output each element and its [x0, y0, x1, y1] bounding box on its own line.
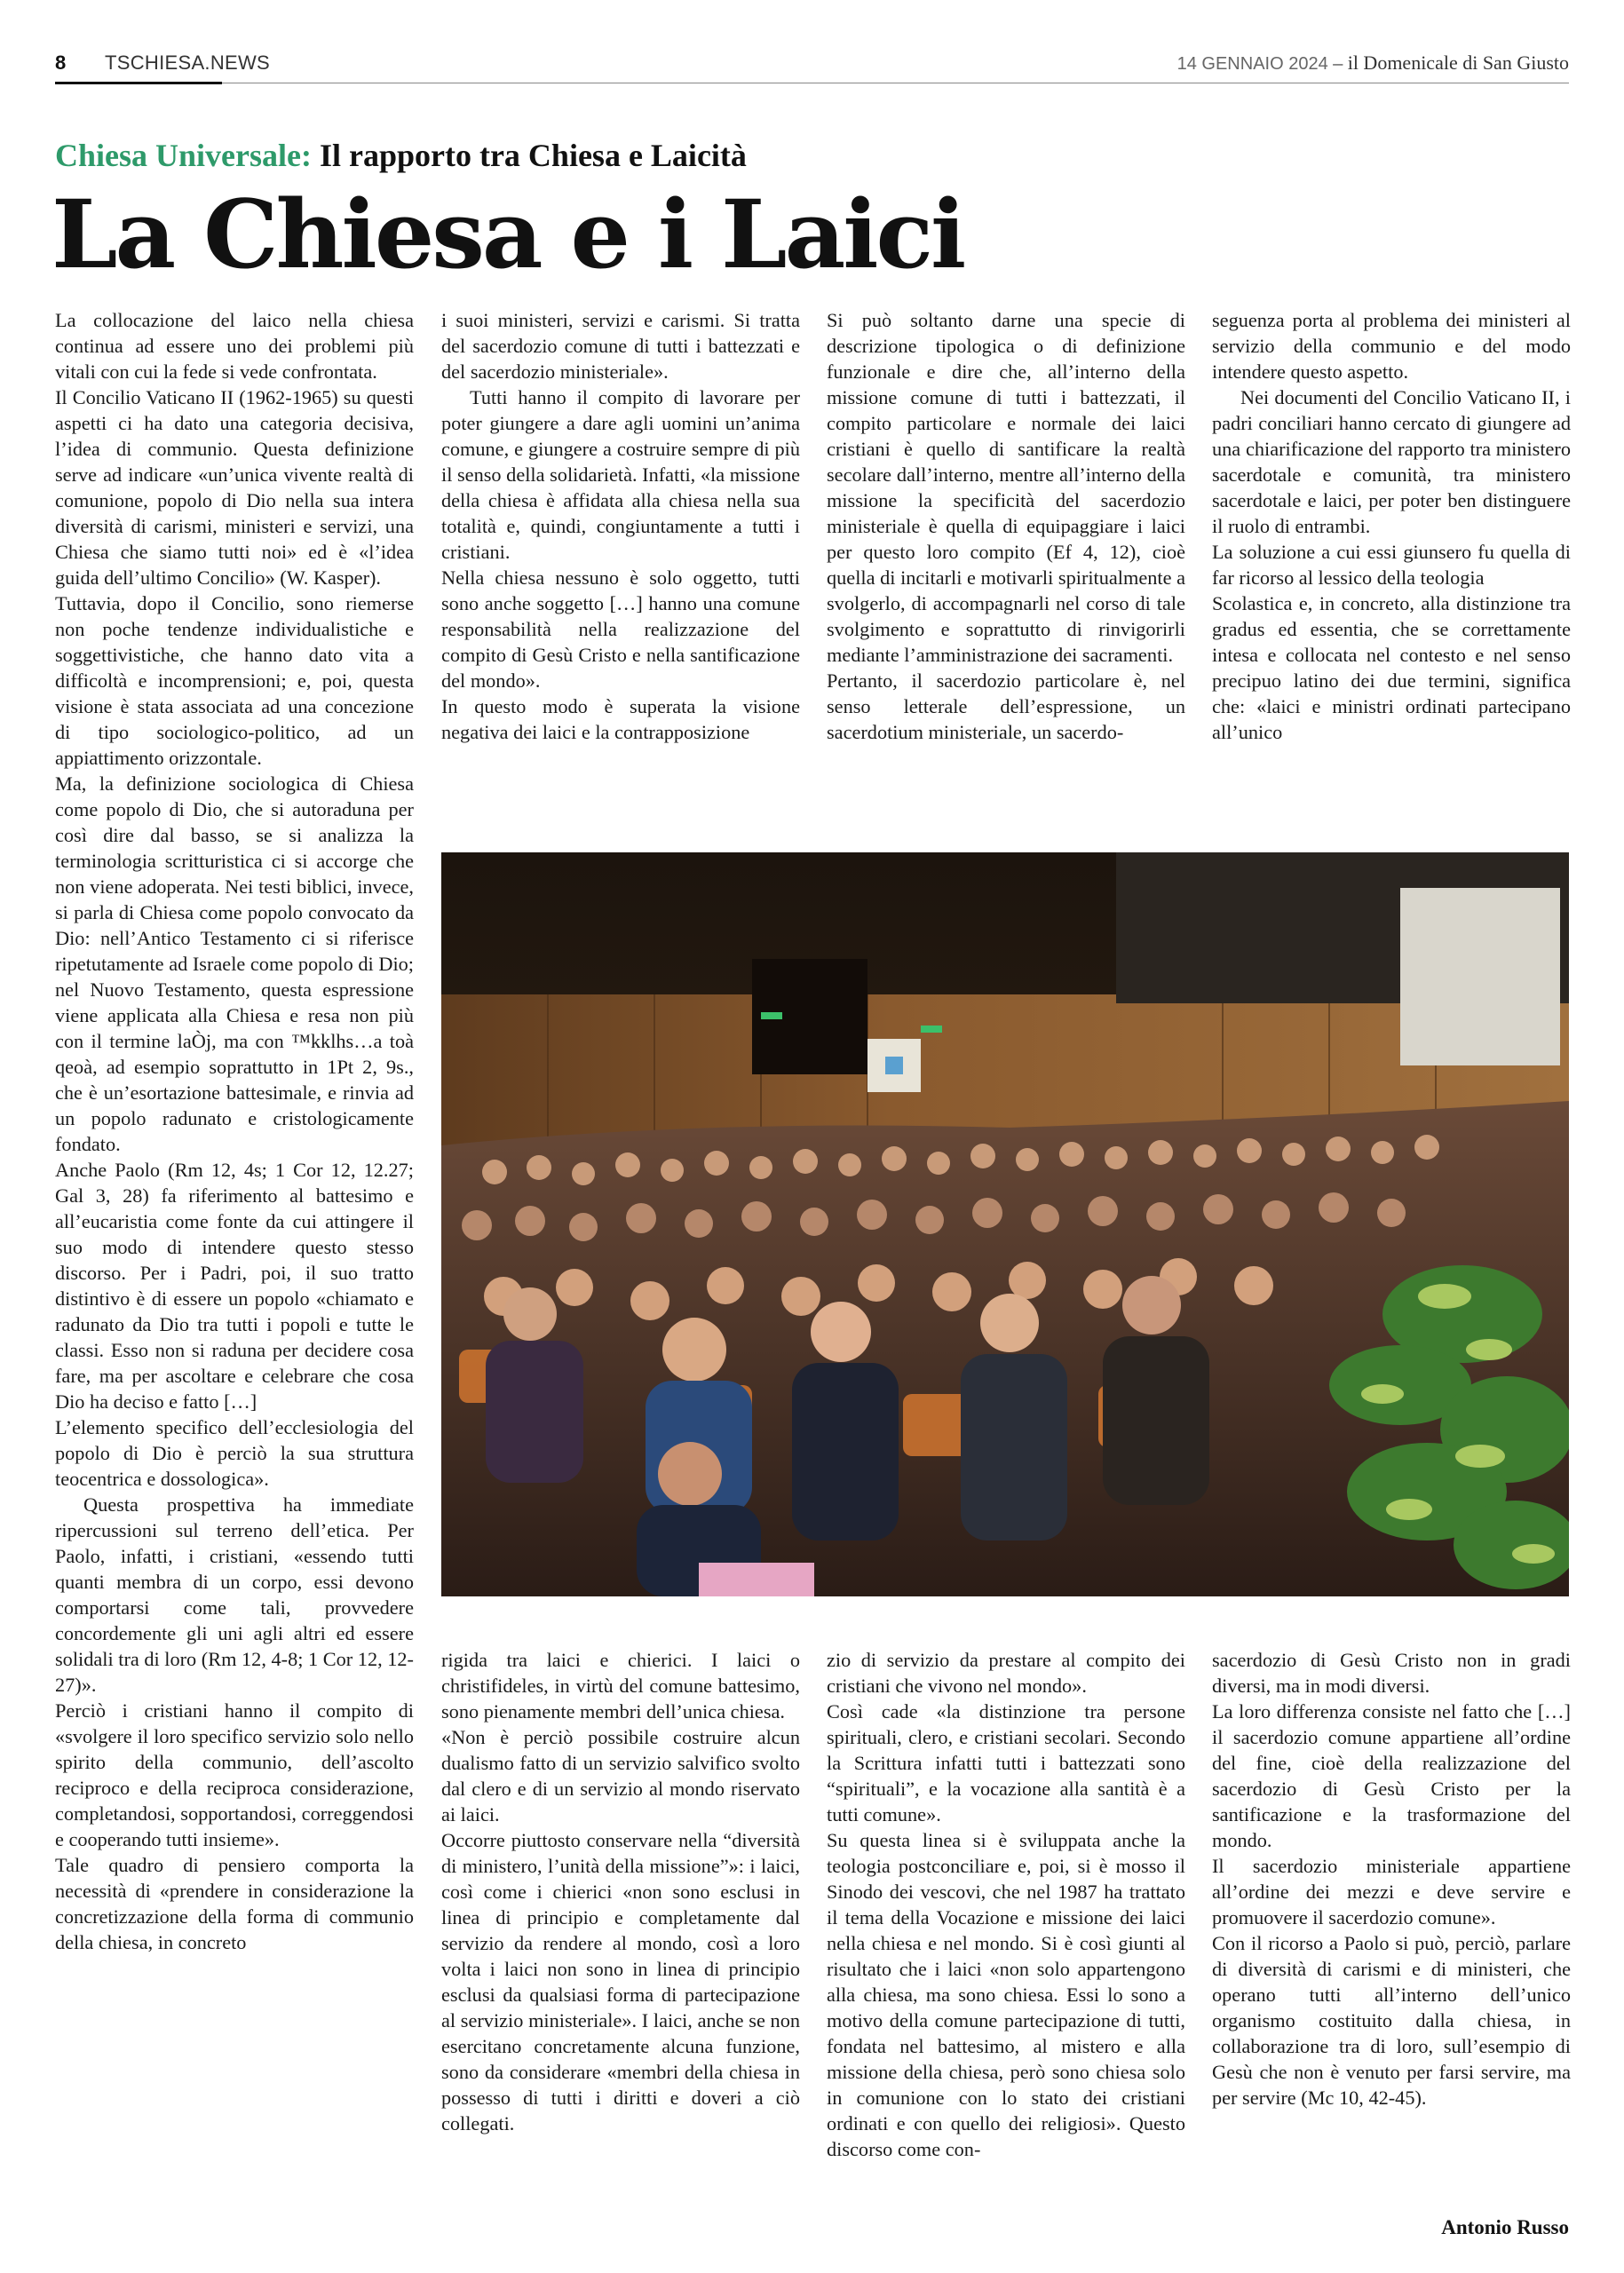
paragraph: La collocazione del laico nella chiesa continua ad essere uno dei problemi più vitali con cui la fede si vede confrontata. — [55, 309, 414, 383]
paragraph: «Non è perciò possibile costruire alcun dualismo fatto di un servizio salvifico svolto dal clero e di un servizio al mondo riservato ai laici. — [441, 1726, 800, 1826]
paragraph: Si può soltanto darne una specie di descrizione tipologica o di definizione funzionale e dire che, all’interno della missione comune di tutti i battezzati, il compito particolare e normale dei laici cristiani è quello di santificare la realtà secolare dall’interno, mentre all’interno della missione la specificità del sacerdozio ministeriale è quella di equipaggiare i laici per questo loro compito (Ef 4, 12), cioè quella di incitarli e motivarli spiritualmente a svolgerlo, di accompagnarli nel corso di tale svolgimento e soprattutto di rinvigorirli mediante l’amministrazione dei sacramenti. — [827, 309, 1185, 666]
column-1 — [55, 307, 414, 1955]
paragraph: Tutti hanno il compito di lavorare per poter giungere a dare agli uomini un’anima comune, e giungere a costruire sempre di più il senso della solidarietà. Infatti, «la missione della chiesa è affidata alla chiesa nella sua totalità e, quindi, congiuntamente a tutti i cristiani. — [441, 386, 800, 563]
paragraph: Il sacerdozio ministeriale appartiene all’ordine dei mezzi e deve servire e promuovere il sacerdozio comune». — [1212, 1855, 1571, 1928]
audience-photo-image — [441, 852, 1569, 1596]
column-3-top — [827, 307, 1185, 745]
paragraph: sacerdozio di Gesù Cristo non in gradi diversi, ma in modi diversi. — [1212, 1649, 1571, 1697]
paragraph: seguenza porta al problema dei ministeri al servizio della communio e del modo intendere questo aspetto. — [1212, 309, 1571, 383]
page-header — [55, 46, 1569, 82]
column-2-top — [441, 307, 800, 745]
publication-name: il Domenicale di San Giusto — [1347, 51, 1569, 74]
paragraph: Scolastica e, in concreto, alla distinzione tra gradus ed essentia, che se correttamente intesa e collocata nel contesto e nel senso precipuo latino dei due termini, significa che: «laici e ministri ordinati partecipano all’unico — [1212, 592, 1571, 743]
paragraph: In questo modo è superata la visione negativa dei laici e la contrapposizione — [441, 695, 800, 743]
site-name: TSCHIESA.NEWS — [105, 51, 271, 74]
column-3-bottom — [827, 1647, 1185, 2162]
author-byline: Antonio Russo — [1441, 2216, 1569, 2238]
paragraph: La loro differenza consiste nel fatto che […] il sacerdozio comune appartiene all’ordine del fine, cioè della realizzazione del sacerdozio di Gesù Cristo per la santificazione e la trasformazione del mondo. — [1212, 1700, 1571, 1851]
paragraph: Occorre piuttosto conservare nella “diversità di ministero, l’unità della missione”»: i laici, così come i chierici «non sono esclusi in linea di principio e completamente dal servizio da rendere al mondo, così a loro volta i laici non sono in linea di principio esclusi da qualsiasi forma di partecipazione al servizio ministeriale». I laici, anche se non esercitano concretamente alcuna funzione, sono da considerare «membri della chiesa in possesso di tutti i diritti e doveri a ciò collegati. — [441, 1829, 800, 2134]
paragraph: rigida tra laici e chierici. I laici o christifideles, in virtù del comune battesimo, sono pienamente membri dell’unica chiesa. — [441, 1649, 800, 1723]
audience-photo — [441, 852, 1569, 1596]
paragraph: Con il ricorso a Paolo si può, perciò, parlare di diversità di carismi e di ministeri, che operano tutti all’interno dell’unico organismo costituito dalla chiesa, in collaborazione tra di loro, sull’esempio di Gesù che non è venuto per farsi servire, ma per servire (Mc 10, 42-45). — [1212, 1932, 1571, 2109]
paragraph: Su questa linea si è sviluppata anche la teologia postconciliare e, poi, si è mosso il Sinodo dei vescovi, che nel 1987 ha trattato il tema della Vocazione e missione dei laici nella chiesa e nel mondo. Si è così giunti al risultato che i laici «non solo appartengono alla chiesa, ma sono chiesa. Essi lo sono a motivo della comune partecipazione di tutti, fondata nel battesimo, al mistero e alla missione della chiesa, però sono chiesa solo in comunione con lo stato dei cristiani ordinati e con quello dei religiosi». Questo discorso come con- — [827, 1829, 1185, 2160]
issue-info — [1177, 51, 1569, 75]
kicker — [55, 137, 747, 174]
paragraph: Nei documenti del Concilio Vaticano II, i padri conciliari hanno cercato di giungere ad una chiarificazione del rapporto tra ministero sacerdotale e comunità, tra ministero sacerdotale e laici, per poter ben distinguere il ruolo di entrambi. — [1212, 386, 1571, 537]
page-number: 8 — [55, 51, 67, 74]
column-2-bottom — [441, 1647, 800, 2136]
kicker-topic: Il rapporto tra Chiesa e Laicità — [311, 138, 747, 173]
paragraph: Il Concilio Vaticano II (1962-1965) su questi aspetti ci ha dato una categoria decisiva, l’idea di communio. Questa definizione serve ad indicare «un’unica vivente realtà di comunione, popolo di Dio nella sua intera diversità di carismi, ministeri e servizi, una Chiesa che siamo tutti noi» ed è «l’idea guida dell’ultimo Concilio» (W. Kasper). — [55, 386, 414, 589]
paragraph: Tuttavia, dopo il Concilio, sono riemerse non poche tendenze individualistiche e soggettivistiche, che hanno dato vita a difficoltà e incomprensioni; e, poi, questa visione è stata associata ad una concezione di tipo sociologico-politico, ad un appiattimento orizzontale. — [55, 592, 414, 769]
paragraph: Così cade «la distinzione tra persone spirituali, clero, e cristiani secolari. Secondo la Scrittura infatti tutti i battezzati sono “spirituali”, e la vocazione alla santità è a tutti comune». — [827, 1700, 1185, 1826]
paragraph: La soluzione a cui essi giunsero fu quella di far ricorso al lessico della teologia — [1212, 541, 1571, 589]
paragraph: Anche Paolo (Rm 12, 4s; 1 Cor 12, 12.27; Gal 3, 28) fa riferimento al battesimo e all’eucaristia come fonte da cui attingere il suo modo di intendere questo stesso discorso. Per i Padri, poi, il suo tratto distintivo è di essere un popolo «chiamato e radunato da Dio tra tutti i popoli e tutte le classi. Esso non si raduna per decidere cosa fare, ma per ascoltare e celebrare che cosa Dio ha deciso e fatto […] — [55, 1159, 414, 1413]
kicker-section: Chiesa Universale: — [55, 138, 312, 173]
paragraph: Questa prospettiva ha immediate ripercussioni sul terreno dell’etica. Per Paolo, infatti, i cristiani, «essendo tutti quanti membra di un corpo, essi devono comportarsi come tali, provvedere concordemente gli uni agli altri ed essere solidali tra di loro (Rm 12, 4-8; 1 Cor 12, 12-27)». — [55, 1493, 414, 1696]
paragraph: i suoi ministeri, servizi e carismi. Si tratta del sacerdozio comune di tutti i battezzati e del sacerdozio ministeriale». — [441, 309, 800, 383]
column-4-bottom — [1212, 1647, 1571, 2111]
paragraph: Tale quadro di pensiero comporta la necessità di «prendere in considerazione la concretizzazione della forma di communio della chiesa, in concreto — [55, 1854, 414, 1953]
paragraph: Perciò i cristiani hanno il compito di «svolgere il loro specifico servizio solo nello spirito della communio, dell’ascolto reciproco e della reciproca considerazione, completandosi, sopportandosi, correggendosi e cooperando tutti insieme». — [55, 1699, 414, 1850]
paragraph: Pertanto, il sacerdozio particolare è, nel senso letterale dell’espressione, un sacerdotium ministeriale, un sacerdo- — [827, 669, 1185, 743]
headline: La Chiesa e i Laici — [51, 178, 964, 289]
paragraph: zio di servizio da prestare al compito dei cristiani che vivono nel mondo». — [827, 1649, 1185, 1697]
column-4-top — [1212, 307, 1571, 745]
issue-date: 14 GENNAIO 2024 — [1176, 54, 1328, 74]
paragraph: Ma, la definizione sociologica di Chiesa come popolo di Dio, che si autoraduna per così dire dal basso, se si analizza la terminologia scritturistica ci si accorge che non viene adoperata. Nei testi biblici, invece, si parla di Chiesa come popolo convocato da Dio: nell’Antico Testamento ci si riferisce ripetutamente ad Israele come popolo di Dio; nel Nuovo Testamento, questa espressione viene applicata alla Chiesa e resa non più con il termine laÒj, ma con ™kklhs…a toà qeoà, ad esempio soprattutto in 1Pt 2, 9s., che è un’esortazione battesimale, e rinvia ad un popolo radunato e cristologicamente fondato. — [55, 772, 414, 1155]
paragraph: Nella chiesa nessuno è solo oggetto, tutti sono anche soggetto […] hanno una comune responsabilità nella realizzazione del compito di Gesù Cristo e nella santificazione del mondo». — [441, 566, 800, 692]
paragraph: L’elemento specifico dell’ecclesiologia del popolo di Dio è perciò la sua struttura teocentrica e dossologica». — [55, 1416, 414, 1490]
header-rule-accent — [55, 82, 222, 84]
issue-separator: – — [1327, 51, 1348, 74]
